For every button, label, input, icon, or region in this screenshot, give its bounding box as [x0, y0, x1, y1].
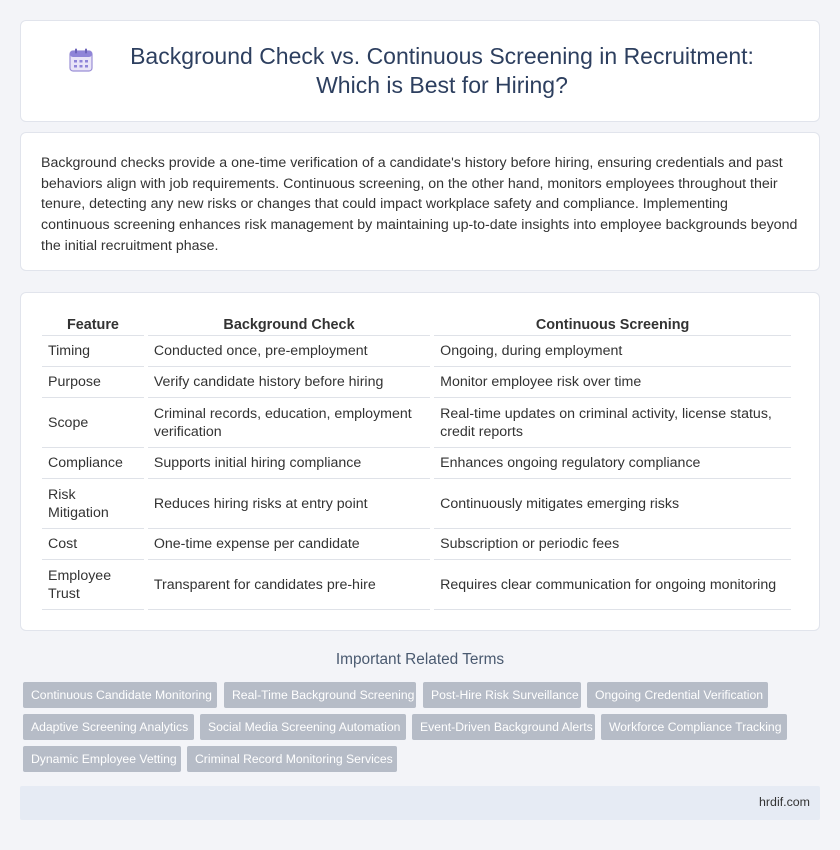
table-row	[42, 479, 791, 529]
footer-site-link[interactable]: hrdif.com	[759, 795, 810, 809]
comparison-table	[38, 313, 795, 610]
related-term-tag[interactable]: Post-Hire Risk Surveillance	[423, 682, 581, 708]
header-card	[20, 20, 820, 122]
related-term-tag[interactable]: Adaptive Screening Analytics	[23, 714, 194, 740]
table-cell: Ongoing, during employment	[434, 336, 791, 367]
related-term-tag[interactable]: Workforce Compliance Tracking	[601, 714, 787, 740]
intro-card	[20, 132, 820, 271]
related-term-tag[interactable]: Event-Driven Background Alerts	[412, 714, 595, 740]
table-row	[42, 448, 791, 479]
table-cell: Cost	[42, 529, 144, 560]
table-cell: Timing	[42, 336, 144, 367]
table-cell: Transparent for candidates pre-hire	[148, 560, 430, 610]
related-term-tag[interactable]: Continuous Candidate Monitoring	[23, 682, 217, 708]
table-row	[42, 560, 791, 610]
table-cell: Subscription or periodic fees	[434, 529, 791, 560]
table-cell: Verify candidate history before hiring	[148, 367, 430, 398]
column-header: Feature	[42, 313, 144, 336]
table-cell: Supports initial hiring compliance	[148, 448, 430, 479]
title-wrap	[68, 42, 772, 100]
table-cell: Reduces hiring risks at entry point	[148, 479, 430, 529]
table-cell: Enhances ongoing regulatory compliance	[434, 448, 791, 479]
column-header: Continuous Screening	[434, 313, 791, 336]
table-cell: Scope	[42, 398, 144, 448]
related-term-tag[interactable]: Criminal Record Monitoring Services	[187, 746, 397, 772]
related-term-tag[interactable]: Ongoing Credential Verification	[587, 682, 768, 708]
table-cell: Employee Trust	[42, 560, 144, 610]
column-header: Background Check	[148, 313, 430, 336]
table-row	[42, 367, 791, 398]
table-cell: Compliance	[42, 448, 144, 479]
table-cell: Continuously mitigates emerging risks	[434, 479, 791, 529]
table-cell: Conducted once, pre-employment	[148, 336, 430, 367]
table-cell: Monitor employee risk over time	[434, 367, 791, 398]
page-title: Background Check vs. Continuous Screening in Recruitment: Which is Best for Hiring?	[130, 43, 754, 98]
table-row	[42, 398, 791, 448]
related-term-tag[interactable]: Real-Time Background Screening	[224, 682, 416, 708]
table-cell: Criminal records, education, employment verification	[148, 398, 430, 448]
table-cell: Real-time updates on criminal activity, license status, credit reports	[434, 398, 791, 448]
footer-bar	[20, 786, 820, 820]
related-term-tag[interactable]: Social Media Screening Automation	[200, 714, 406, 740]
intro-text: Background checks provide a one-time verification of a candidate's history before hiring, ensuring credentials and past behaviors align with job requirements. Continuous screening, on the other hand, monitors employees throughout their tenure, detecting any new risks or changes that could impact workplace safety and compliance. Implementing continuous screening enhances risk management by maintaining up-to-date insights into employee backgrounds beyond the initial recruitment phase.	[41, 155, 798, 254]
table-row	[42, 529, 791, 560]
table-cell: One-time expense per candidate	[148, 529, 430, 560]
table-cell: Requires clear communication for ongoing monitoring	[434, 560, 791, 610]
table-cell: Risk Mitigation	[42, 479, 144, 529]
related-terms-title: Important Related Terms	[335, 651, 505, 668]
related-term-tag[interactable]: Dynamic Employee Vetting	[23, 746, 181, 772]
table-row	[42, 336, 791, 367]
comparison-card	[20, 292, 820, 631]
table-cell: Purpose	[42, 367, 144, 398]
calendar-icon	[68, 47, 94, 73]
